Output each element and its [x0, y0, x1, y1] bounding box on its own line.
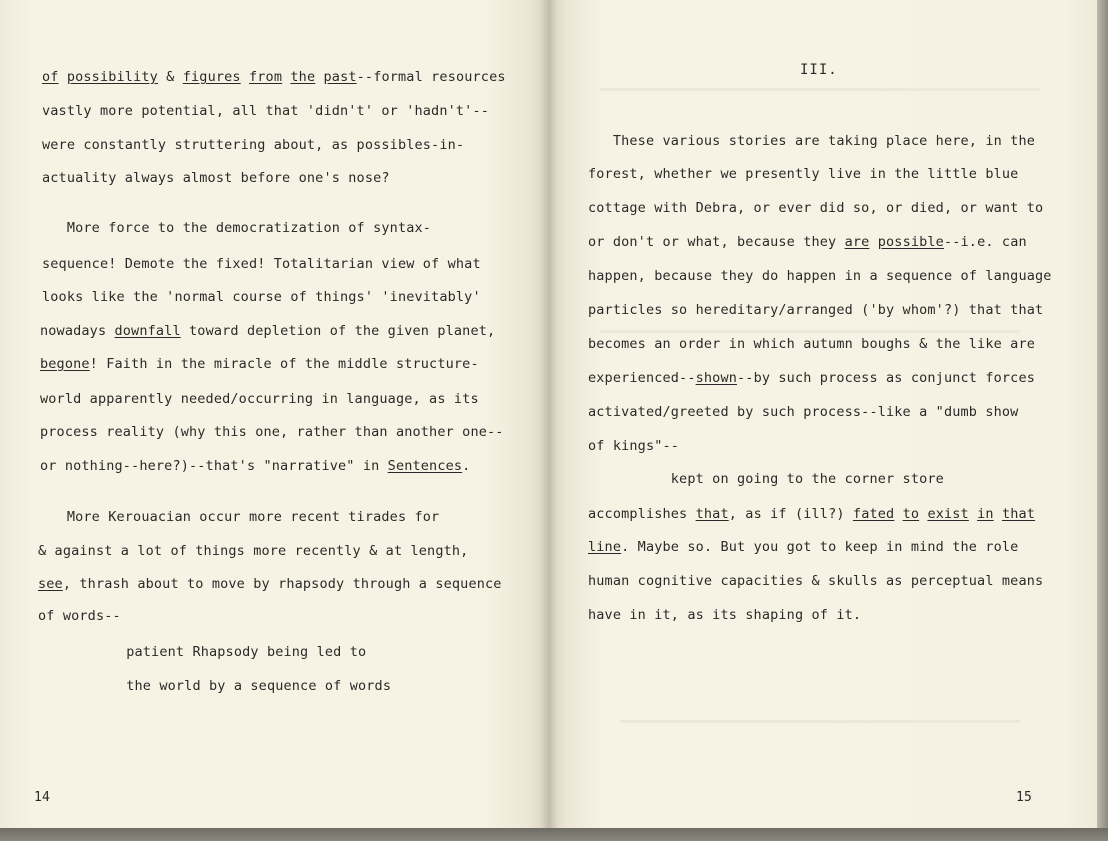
section-heading: III.	[800, 62, 838, 78]
text-line: sequence! Demote the fixed! Totalitarian view of what	[42, 256, 481, 272]
text-line: or don't or what, because they are possible--i.e. can	[588, 234, 1027, 250]
text-line: becomes an order in which autumn boughs & the like are	[588, 336, 1035, 352]
text-line: particles so hereditary/arranged ('by whom'?) that that	[588, 302, 1044, 318]
text-line: or nothing--here?)--that's "narrative" in Sentences.	[40, 458, 471, 474]
table-surface	[0, 828, 1108, 841]
text-line: of kings"--	[588, 438, 680, 454]
book-gutter	[540, 0, 558, 828]
text-line: see, thrash about to move by rhapsody through a sequence	[38, 576, 502, 592]
show-through	[600, 88, 1040, 91]
page-edge	[1097, 0, 1108, 841]
text-line: More Kerouacian occur more recent tirades for	[42, 509, 440, 525]
text-line: line. Maybe so. But you got to keep in mind the role	[588, 539, 1019, 555]
text-line: vastly more potential, all that 'didn't' or 'hadn't'--	[42, 103, 489, 119]
text-line: & against a lot of things more recently & at length,	[38, 543, 469, 559]
text-line: activated/greeted by such process--like a "dumb show	[588, 404, 1019, 420]
text-line: of words--	[38, 608, 121, 624]
text-line: forest, whether we presently live in the little blue	[588, 166, 1019, 182]
page-number: 14	[34, 790, 50, 805]
text-line: the world by a sequence of words	[60, 678, 392, 694]
show-through	[600, 330, 1020, 333]
text-line: kept on going to the corner store	[588, 471, 944, 487]
text-line: looks like the 'normal course of things' 'inevitably'	[42, 289, 481, 305]
text-line: cottage with Debra, or ever did so, or died, or want to	[588, 200, 1044, 216]
text-line: These various stories are taking place here, in the	[588, 133, 1035, 149]
text-line: accomplishes that, as if (ill?) fated to exist in that	[588, 506, 1036, 522]
left-page	[0, 0, 549, 828]
text-line: of possibility & figures from the past--formal resources	[42, 69, 506, 85]
text-line: human cognitive capacities & skulls as perceptual means	[588, 573, 1044, 589]
page-number: 15	[1016, 790, 1032, 805]
text-line: actuality always almost before one's nose?	[42, 170, 390, 186]
text-line: were constantly struttering about, as possibles-in-	[42, 137, 465, 153]
text-line: happen, because they do happen in a sequence of language	[588, 268, 1052, 284]
text-line: begone! Faith in the miracle of the middle structure-	[40, 356, 479, 372]
text-line: nowadays downfall toward depletion of the given planet,	[40, 323, 496, 339]
text-line: have in it, as its shaping of it.	[588, 607, 862, 623]
show-through	[620, 720, 1020, 723]
text-line: process reality (why this one, rather than another one--	[40, 424, 504, 440]
text-line: world apparently needed/occurring in language, as its	[40, 391, 479, 407]
text-line: experienced--shown--by such process as conjunct forces	[588, 370, 1036, 386]
text-line: More force to the democratization of syntax-	[42, 220, 432, 236]
text-line: patient Rhapsody being led to	[60, 644, 367, 660]
